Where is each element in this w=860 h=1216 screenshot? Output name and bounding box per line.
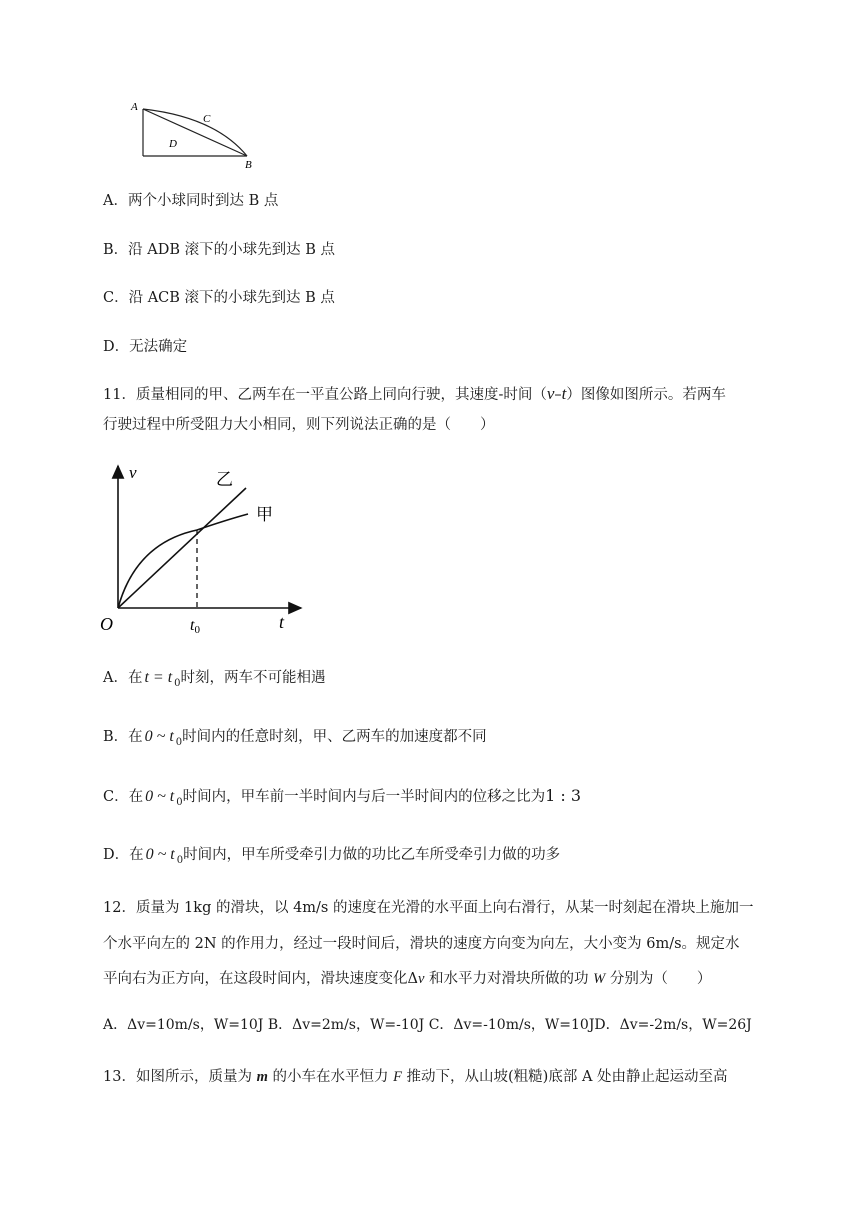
- figure-incline-paths: [120, 95, 270, 175]
- q12-line3-c: 分别为（ ）: [605, 971, 712, 987]
- q11-d-sub: 0: [176, 854, 184, 866]
- vt-label-jia: 甲: [256, 505, 273, 524]
- label-b: B: [245, 159, 252, 171]
- q11-a-post: 时刻，两车不可能相遇: [180, 670, 326, 686]
- label-c: C: [203, 113, 211, 125]
- q11-stem-line1: [103, 384, 726, 405]
- q10-option-b: B．沿 ADB 滚下的小球先到达 B 点: [103, 242, 335, 258]
- path-adb-line: [143, 109, 247, 156]
- q11-option-d: [103, 845, 560, 871]
- q11-a-pre: A．在: [103, 670, 143, 686]
- q12-line1: 12．质量为 1kg 的滑块，以 4m/s 的速度在光滑的水平面上向右滑行，从某一时刻起在滑块上施加一: [103, 900, 754, 916]
- q11-option-c: [103, 786, 581, 813]
- vt-label-v: v: [129, 463, 137, 482]
- q11-a-math: t = t: [144, 669, 173, 686]
- vt-label-t: t: [279, 612, 285, 632]
- q13-line1: [103, 1067, 728, 1087]
- vt-label-t0-sub: 0: [194, 624, 200, 636]
- q12-line2: 个水平向左的 2N 的作用力，经过一段时间后，滑块的速度方向变为向左，大小变为 6m/s。规定水: [103, 936, 740, 952]
- q10-option-a: A．两个小球同时到达 B 点: [103, 193, 279, 209]
- vt-label-origin: O: [100, 614, 113, 634]
- q11-c-sub: 0: [176, 796, 183, 808]
- q12-line3-b: 和水平力对滑块所做的功: [424, 971, 594, 987]
- q10-option-c: C．沿 ACB 滚下的小球先到达 B 点: [103, 290, 335, 306]
- q11-c-pre: C．在: [103, 789, 144, 805]
- q11-option-a: [103, 668, 326, 694]
- vt-curve-jia: [118, 514, 248, 608]
- vt-label-yi: 乙: [216, 470, 233, 489]
- q11-b-sub: 0: [175, 736, 183, 748]
- q11-b-post: 时间内的任意时刻，甲、乙两车的加速度都不同: [182, 729, 487, 745]
- q12-line3-a: 平向右为正方向，在这段时间内，滑块速度变化Δ: [103, 971, 418, 987]
- q11-d-math: 0 ~ t: [145, 846, 175, 863]
- q11-c-math: 0 ~ t: [145, 788, 175, 805]
- q12-line3: [103, 969, 711, 989]
- q11-stem-line2: 行驶过程中所受阻力大小相同，则下列说法正确的是（ ）: [103, 417, 495, 433]
- vt-label-t0-t: t: [190, 617, 195, 634]
- q11-a-sub: 0: [174, 677, 181, 689]
- q11-stem-text-a: 11．质量相同的甲、乙两车在一平直公路上同向行驶，其速度-时间（: [103, 387, 547, 403]
- q13-line1-m: m: [256, 1069, 268, 1085]
- q11-option-b: [103, 727, 487, 753]
- q11-stem-t: t: [561, 384, 567, 403]
- q11-stem-text-b: ）图像如图所示。若两车: [566, 387, 726, 403]
- q11-c-ratio: 1 : 3: [545, 786, 582, 805]
- q11-d-post: 时间内，甲车所受牵引力做的功比乙车所受牵引力做的功多: [183, 847, 561, 863]
- q11-c-post: 时间内，甲车前一半时间内与后一半时间内的位移之比为: [182, 789, 546, 805]
- q13-line1-b: 的小车在水平恒力: [267, 1069, 394, 1085]
- label-d: D: [169, 138, 177, 150]
- q11-b-math: 0 ~ t: [144, 728, 174, 745]
- q12-line3-w: W: [593, 971, 606, 987]
- figure-vt-graph: [96, 458, 316, 638]
- q10-option-d: D．无法确定: [103, 339, 188, 355]
- q13-line1-f: F: [393, 1069, 402, 1085]
- label-a: A: [131, 101, 138, 113]
- q13-line1-c: 推动下，从山坡(粗糙)底部 A 处由静止起运动至高: [401, 1069, 728, 1085]
- q12-line3-v: v: [417, 971, 425, 987]
- q11-stem-v: v: [546, 384, 555, 403]
- vt-label-t0: [190, 617, 200, 636]
- q12-options: A．Δv=10m/s，W=10J B．Δv=2m/s，W=-10J C．Δv=-10m/s，W=10JD．Δv=-2m/s，W=26J: [103, 1017, 752, 1033]
- q11-d-pre: D．在: [103, 847, 144, 863]
- q13-line1-a: 13．如图所示，质量为: [103, 1069, 257, 1085]
- q11-stem-dash: –: [554, 387, 562, 403]
- vt-line-yi: [118, 488, 246, 608]
- q11-b-pre: B．在: [103, 729, 143, 745]
